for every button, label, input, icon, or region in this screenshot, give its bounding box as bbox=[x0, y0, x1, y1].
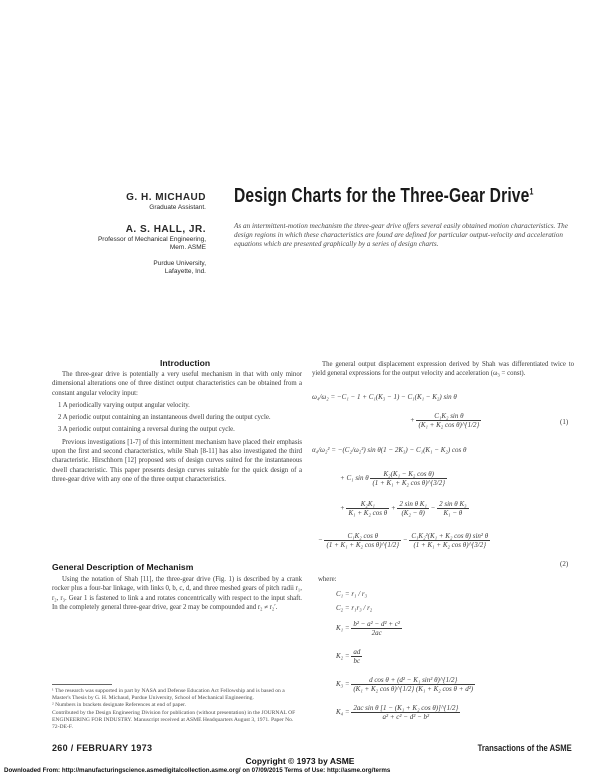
introduction-para-1: The three-gear drive is potentially a very useful mechanism in that with only minor dimensional alterations one of three distinct output characteristics can be obtained from a constant angular velocity input: bbox=[52, 371, 302, 397]
download-notice: Downloaded From: http://manufacturingscience.asmedigitalcollection.asme.org/ on 07/09/2015 Terms of Use: http://asme.org/terms bbox=[4, 767, 391, 774]
general-description-body bbox=[52, 575, 302, 615]
list-item-2: 2 A periodic output containing an instantaneous dwell during the output cycle. bbox=[58, 414, 271, 422]
copyright-notice: Copyright © 1973 by ASME bbox=[245, 756, 355, 766]
right-column-intro bbox=[312, 360, 574, 382]
list-item-1: 1 A periodically varying output angular velocity. bbox=[58, 401, 190, 409]
author-1-name: G. H. MICHAUD bbox=[126, 192, 206, 203]
author-2-role-1: Professor of Mechanical Engineering, bbox=[97, 236, 206, 243]
equation-2-fraction-c: $\frac{\text{2 sin θ K₁}}{\text{(K₂ − θ)}}$ bbox=[399, 500, 427, 517]
equation-1-fraction: $\frac{\text{C₁K₂ sin θ}}{\text{(K₁ + K₂ cos θ)\textasciicircum{}\{1/2\}}}$ bbox=[418, 412, 480, 429]
equation-2-line-3: + $\frac{\text{K₂K₁}}{\text{K₁ + K₂ cos θ}}$ + $\frac{\text{2 sin θ K₁}}{\text{(K₂ − θ)}}$ − $\frac{\text{2 sin θ K₃}}{\text{K₁ − θ}}$ bbox=[340, 500, 467, 517]
introduction-heading: Introduction bbox=[160, 358, 211, 368]
equation-2-line-1: α₄/ω₂² = −(C₂/ω₂²) sin θ(1 − 2K₃) − C₁(K₁ − K₂) cos θ bbox=[312, 446, 467, 454]
equation-2-line-2: + C₁ sin θ $\frac{\text{K₂(K₁ − K₂ cos θ)}}{\text{(1 + K₁ + K₂ cos θ)\textasciicircum{}\{3/2\}}}$ bbox=[340, 470, 446, 487]
equation-2-fraction-b: $\frac{\text{K₂K₁}}{\text{K₁ + K₂ cos θ}}$ bbox=[348, 500, 388, 517]
definition-c1: C₁ = r₁ / r₃ bbox=[336, 590, 368, 598]
definition-c2: C₂ = r₁r₃ / r₂ bbox=[336, 604, 373, 612]
definition-k1-fraction: $\frac{\text{b² − a² − d² + c²}}{2ac}$ bbox=[353, 620, 401, 637]
general-description-para: Using the notation of Shah [11], the three-gear drive (Fig. 1) is described by a crank rocker plus a four-bar linkage, with links 0, b, c, d, and three meshed gears of pitch radii r₁, r₂, r₃. Gear 1 is fastened to link a and rotates concentrically with respect to the input shaft. In the completely general three-gear drive, gear 2 may be compounded and r₂ ≠ r₂′. bbox=[52, 576, 302, 611]
page-label: 260 / FEBRUARY 1973 bbox=[52, 743, 153, 753]
equation-2-fraction-d: $\frac{\text{2 sin θ K₃}}{\text{K₁ − θ}}$ bbox=[439, 500, 467, 517]
equation-1-number: (1) bbox=[560, 418, 569, 426]
footnote-1: ¹ The research was supported in part by NASA and Defense Education Act Fellowship and is based on a Master's Thesis by G. H. Michaud, Purdue University, School of Mechanical Engineering. bbox=[52, 688, 285, 702]
title-footnote-mark: 1 bbox=[529, 186, 534, 197]
footnotes bbox=[52, 688, 302, 731]
equation-2-fraction-a: $\frac{\text{K₂(K₁ − K₂ cos θ)}}{\text{(1 + K₁ + K₂ cos θ)\textasciicircum{}\{3/2\}}}$ bbox=[372, 470, 446, 487]
equation-1-line-1: ω₄/ω₂ = −C₁ − 1 + C₁(K₃ − 1) − C₁(K₁ − K₂) sin θ bbox=[312, 393, 457, 401]
equation-1-line-2: + $\frac{\text{C₁K₂ sin θ}}{\text{(K₁ + K₂ cos θ)\textasciicircum{}\{1/2\}}}$ bbox=[410, 412, 480, 429]
paper-title-text: Design Charts for the Three-Gear Drive bbox=[234, 185, 530, 207]
right-intro-para: The general output displacement expression derived by Shah was differentiated twice to yield general expressions for the output velocity and acceleration (ω₃ = const). bbox=[312, 361, 574, 378]
affiliation-line-2: Lafayette, Ind. bbox=[164, 268, 206, 275]
definition-k1: K₁ = $\frac{\text{b² − a² − d² + c²}}{2ac}$ bbox=[336, 620, 401, 637]
definition-k4-fraction: $\frac{\text{2ac sin θ [1 − (K₁ + K₂ cos θ)]\textasciicircum{}\{1/2\}}}{\text{a² + c² − d² − b²}}$ bbox=[353, 704, 459, 721]
definition-k2-fraction: $\frac{ad}{bc}$ bbox=[353, 648, 361, 665]
equation-2-fraction-e: $\frac{\text{C₁K₂ cos θ}}{\text{(1 + K₁ + K₂ cos θ)\textasciicircum{}\{1/2\}}}$ bbox=[326, 532, 400, 549]
general-description-heading: General Description of Mechanism bbox=[52, 562, 194, 572]
author-2-name: A. S. HALL, JR. bbox=[125, 224, 206, 235]
paper-title bbox=[234, 185, 534, 208]
definition-k3: K₃ = $\frac{\text{d cos θ + (d² − K₁ sin² θ)\textasciicircum{}\{1/2\}}}{\text{(K₁ + K₂ cos θ)\textasciicircum{}\{1/2\} (K₁ + K₂ cos θ + d²)}}$ bbox=[336, 676, 474, 693]
introduction-body bbox=[52, 370, 302, 487]
footnote-3: Contributed by the Design Engineering Division for publication (without presentation) in the JOURNAL OF ENGINEERING FOR INDUSTRY. Manuscript received at ASME Headquarters August 3, 1971. Paper No. 72-DE-F. bbox=[52, 709, 296, 731]
where-label: where: bbox=[318, 576, 337, 583]
introduction-para-2: Previous investigations [1-7] of this intermittent mechanism have placed their emphasis upon the first and second characteristics, while Shah [8-11] has also investigated the third characteristic. Hirschhorn [12] proposed sets of design curves suited for the instantaneous dwell characteristic. This paper presents design curves suitable for the quick design of a three-gear drive with any one of the three output characteristics. bbox=[52, 438, 302, 483]
equation-2-fraction-f: $\frac{\text{C₁K₂²(K₁ + K₂ cos θ) sin² θ}}{\text{(1 + K₁ + K₂ cos θ)\textasciicircum{}\{3/2\}}}$ bbox=[411, 532, 489, 549]
equation-2-number: (2) bbox=[560, 560, 569, 568]
abstract: As an intermittent-motion mechanism the three-gear drive offers several easily obtained motion characteristics. The design regions in which these characteristics are found are defined for particular output-velocity and acceleration equations which are presented graphically by a series of design charts. bbox=[234, 222, 568, 249]
definition-k3-fraction: $\frac{\text{d cos θ + (d² − K₁ sin² θ)\textasciicircum{}\{1/2\}}}{\text{(K₁ + K₂ cos θ)\textasciicircum{}\{1/2\} (K₁ + K₂ cos θ + d²)}}$ bbox=[353, 676, 474, 693]
journal-name: Transactions of the ASME bbox=[477, 743, 572, 753]
definition-k4: K₄ = $\frac{\text{2ac sin θ [1 − (K₁ + K₂ cos θ)]\textasciicircum{}\{1/2\}}}{\text{a² + c² − d² − b²}}$ bbox=[336, 704, 459, 721]
author-1-role: Graduate Assistant. bbox=[149, 204, 206, 211]
equation-2-line-4: − $\frac{\text{C₁K₂ cos θ}}{\text{(1 + K₁ + K₂ cos θ)\textasciicircum{}\{1/2\}}}$ − $\frac{\text{C₁K₂²(K₁ + K₂ cos θ) sin² θ}}{\text{(1 + K₁ + K₂ cos θ)\textasciicircum{}\{3/2\}}}$ bbox=[318, 532, 489, 549]
footnote-2: ² Numbers in brackets designate References at end of paper. bbox=[52, 702, 187, 709]
definition-k2: K₂ = $\frac{ad}{bc}$ bbox=[336, 648, 361, 665]
list-item-3: 3 A periodic output containing a reversal during the output cycle. bbox=[58, 426, 235, 434]
footnote-divider bbox=[52, 684, 112, 685]
author-2-role-2: Mem. ASME bbox=[169, 244, 206, 251]
affiliation-line-1: Purdue University, bbox=[153, 260, 206, 267]
